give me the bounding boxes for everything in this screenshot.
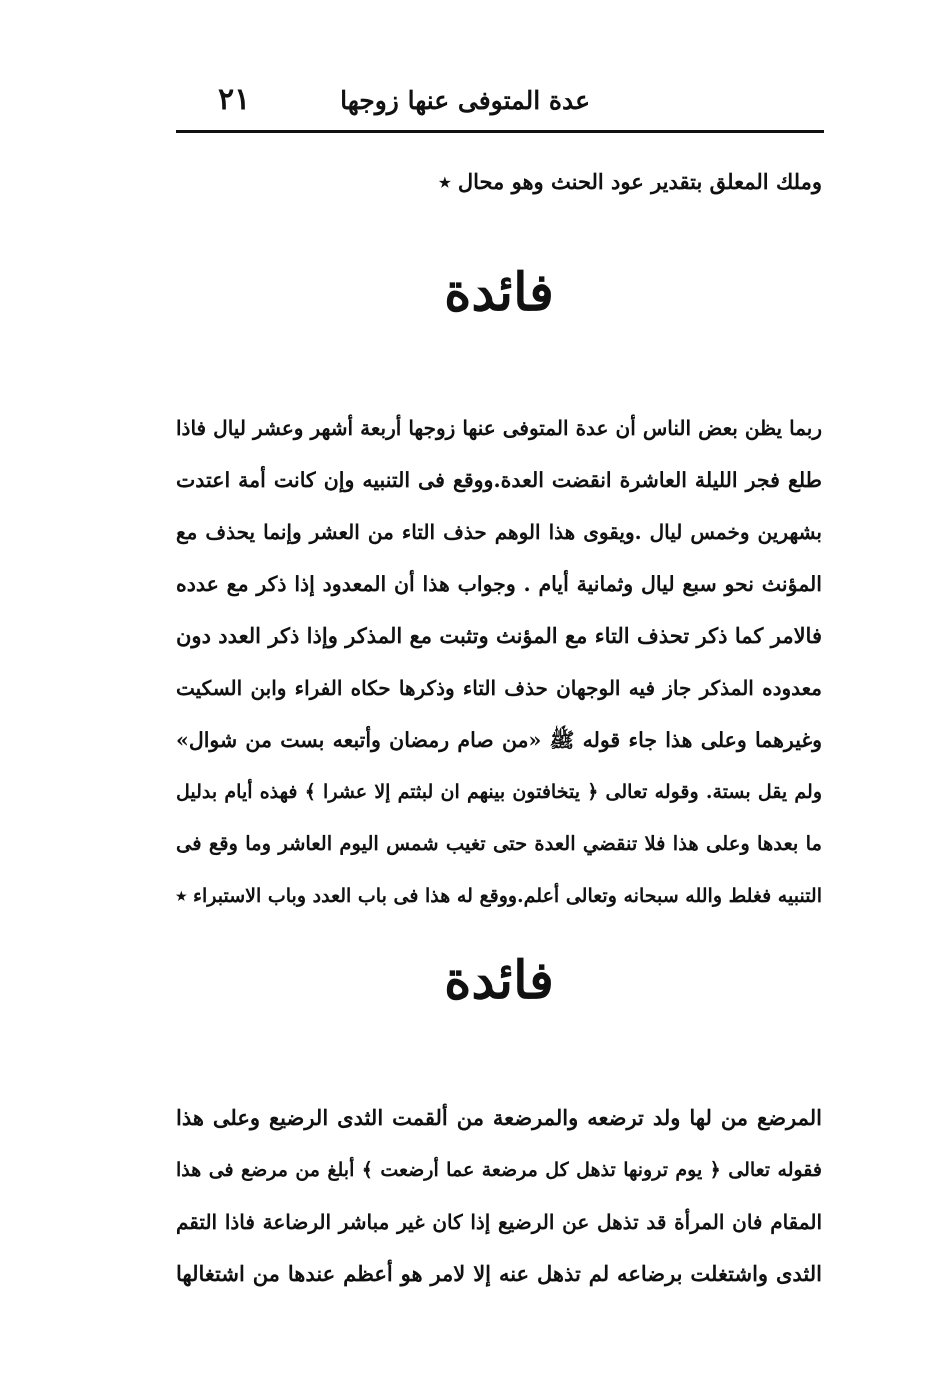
running-title: عدة المتوفى عنها زوجها [340, 86, 590, 115]
page-header [176, 78, 822, 128]
section-heading-2: فائدة [444, 950, 554, 1011]
text-line: المقام فان المرأة قد تذهل عن الرضيع إذا كان غير مباشر الرضاعة فاذا التقم [176, 1210, 822, 1234]
text-line: الثدى واشتغلت برضاعه لم تذهل عنه إلا لامر هو أعظم عندها من اشتغالها [176, 1261, 822, 1286]
text-line: ربما يظن بعض الناس أن عدة المتوفى عنها زوجها أربعة أشهر وعشر ليال فاذا [176, 416, 822, 440]
text-line: طلع فجر الليلة العاشرة انقضت العدة.ووقع فى التنبيه وإن كانت أمة اعتدت [176, 468, 822, 492]
text-line: ما بعدها وعلى هذا فلا تنقضي العدة حتى تغيب شمس اليوم العاشر وما وقع فى [176, 832, 822, 855]
text-line: فقوله تعالى ﴿ يوم ترونها تذهل كل مرضعة عما أرضعت ﴾ أبلغ من مرضع فى هذا [176, 1159, 822, 1181]
section-heading-1: فائدة [444, 262, 554, 323]
text-line: فالامر كما ذكر تحذف التاء مع المؤنث وتثبت مع المذكر وإذا ذكر العدد دون [176, 623, 822, 648]
header-rule [176, 130, 824, 133]
text-line: بشهرين وخمس ليال .ويقوى هذا الوهم حذف التاء من العشر وإنما يحذف مع [176, 520, 822, 544]
section-body-1 [176, 402, 822, 922]
text-line: ولم يقل بستة. وقوله تعالى ﴿ يتخافتون بينهم ان لبثتم إلا عشرا ﴾ فهذه أيام بدليل [176, 781, 822, 803]
carry-over-line: وملك المعلق بتقدير عود الحنث وهو محال ٭ [439, 169, 822, 194]
text-line: المؤنث نحو سبع ليال وثمانية أيام . وجواب هذا أن المعدود إذا ذكر مع عدده [176, 572, 822, 596]
section-body-2 [176, 1092, 822, 1300]
text-line: المرضع من لها ولد ترضعه والمرضعة من ألقمت الثدى الرضيع وعلى هذا [176, 1105, 822, 1130]
text-line: وغيرهما وعلى هذا جاء قوله ﷺ «من صام رمضان وأتبعه بست من شوال» [176, 728, 822, 752]
page-number: ٢١ [218, 82, 251, 117]
text-line: التنبيه فغلط والله سبحانه وتعالى أعلم.ووقع له هذا فى باب العدد وباب الاستبراء ٭ [176, 885, 822, 907]
text-line: معدوده المذكر جاز فيه الوجهان حذف التاء وذكرها حكاه الفراء وابن السكيت [176, 676, 822, 700]
